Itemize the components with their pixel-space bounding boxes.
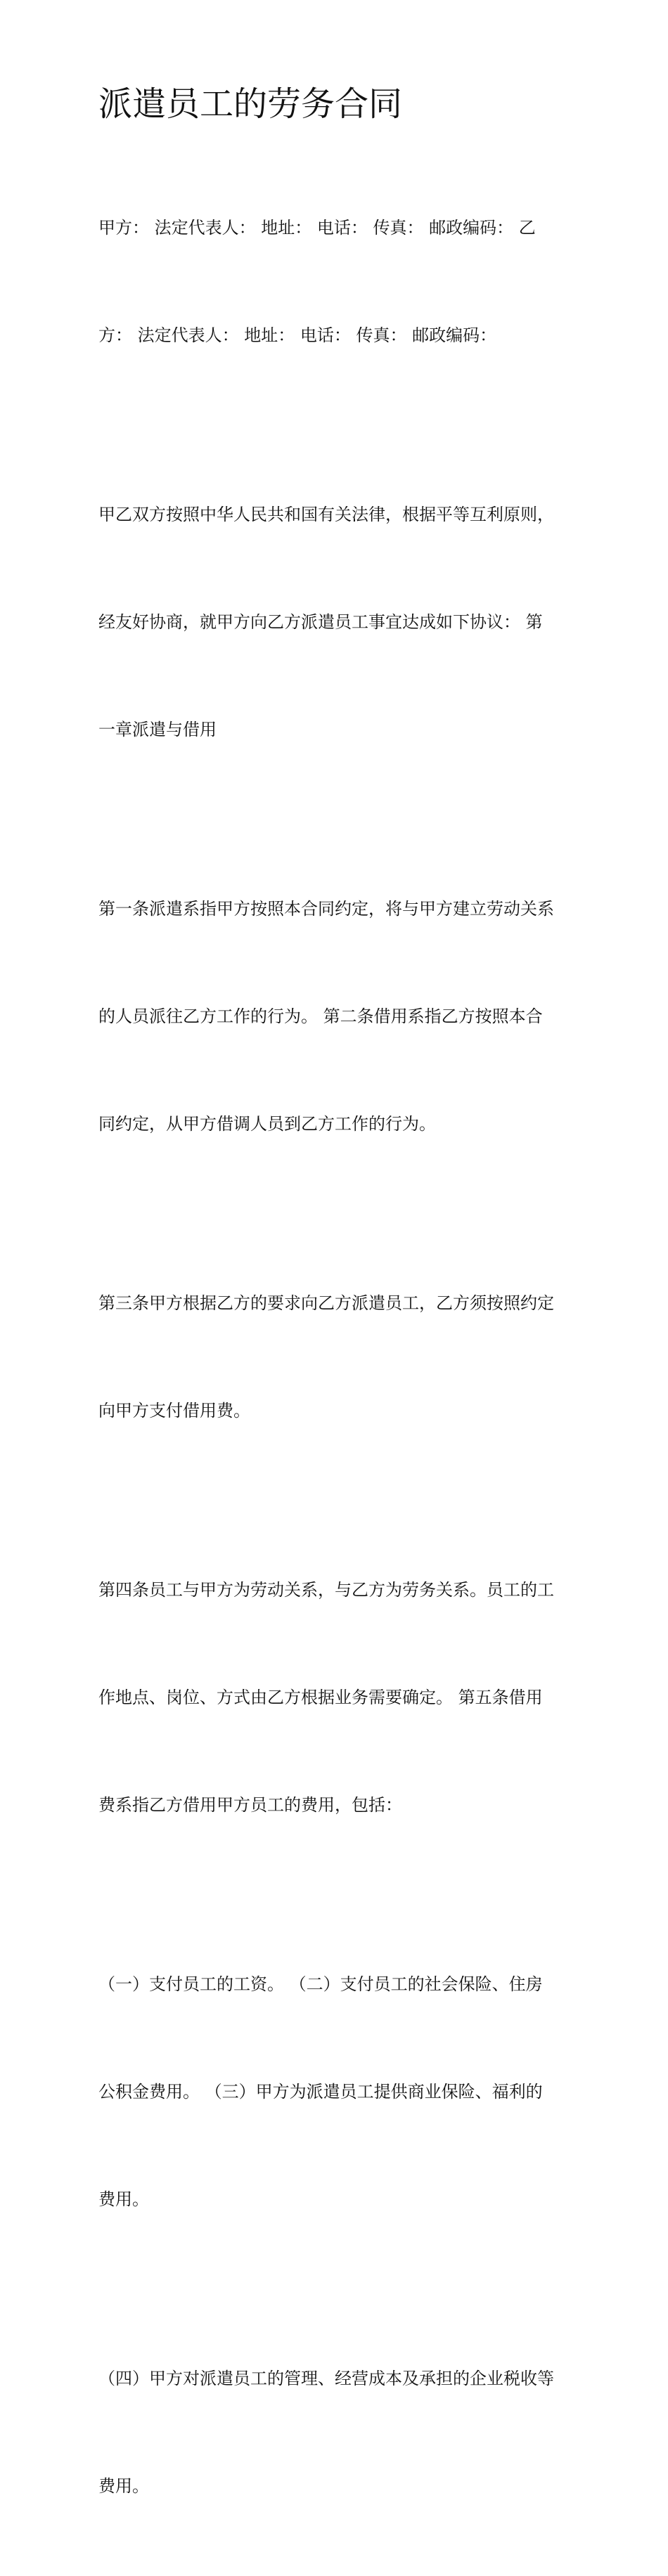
paragraph-fee-item-4	[98, 2289, 573, 2576]
text-line: 甲方： 法定代表人： 地址： 电话： 传真： 邮政编码： 乙	[98, 218, 536, 238]
text-line: 的人员派往乙方工作的行为。 第二条借用系指乙方按照本合	[98, 1007, 543, 1026]
text-line: 第三条甲方根据乙方的要求向乙方派遣员工，乙方须按照约定	[98, 1293, 554, 1313]
paragraph-article-1-2	[98, 820, 573, 1214]
text-line: 向甲方支付借用费。	[98, 1401, 250, 1420]
paragraph-fee-items-1-3	[98, 1895, 573, 2289]
text-line: （一）支付员工的工资。 （二）支付员工的社会保险、住房	[98, 1974, 543, 1994]
paragraph-article-4-5	[98, 1501, 573, 1895]
text-line: 公积金费用。 （三）甲方为派遣员工提供商业保险、福利的	[98, 2082, 543, 2102]
text-line: 费系指乙方借用甲方员工的费用，包括：	[98, 1795, 402, 1815]
paragraph-article-3	[98, 1214, 573, 1501]
text-line: （四）甲方对派遣员工的管理、经营成本及承担的企业税收等	[98, 2369, 554, 2388]
text-line: 甲乙双方按照中华人民共和国有关法律，根据平等互利原则，	[98, 505, 554, 524]
text-line: 费用。	[98, 2189, 149, 2209]
text-line: 一章派遣与借用	[98, 720, 217, 739]
text-line: 经友好协商，就甲方向乙方派遣员工事宜达成如下协议： 第	[98, 612, 543, 632]
document-body	[98, 138, 573, 2576]
text-line: 作地点、岗位、方式由乙方根据业务需要确定。 第五条借用	[98, 1688, 543, 1707]
text-line: 费用。	[98, 2476, 149, 2496]
text-line: 方： 法定代表人： 地址： 电话： 传真： 邮政编码：	[98, 325, 497, 345]
document-title: 派遣员工的劳务合同	[98, 84, 403, 124]
text-line: 第一条派遣系指甲方按照本合同约定，将与甲方建立劳动关系	[98, 899, 554, 919]
paragraph-parties	[98, 138, 573, 425]
paragraph-preamble	[98, 425, 573, 820]
text-line: 同约定，从甲方借调人员到乙方工作的行为。	[98, 1114, 436, 1134]
text-line: 第四条员工与甲方为劳动关系，与乙方为劳务关系。员工的工	[98, 1580, 554, 1600]
